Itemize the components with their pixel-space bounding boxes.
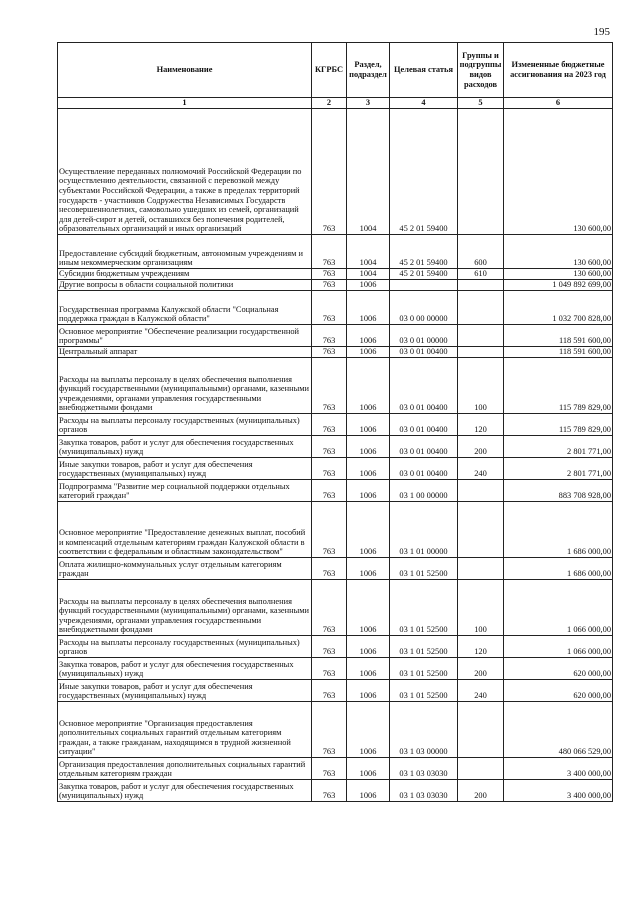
cell-amount: 118 591 600,00: [504, 325, 613, 347]
cell-name: Расходы на выплаты персоналу в целях обеспечения выполнения функций государственными (муниципальными) органами, казенными учреждениями, органами управления государственными внебюджетными фондами: [58, 358, 312, 414]
column-header-amount: Измененные бюджетные ассигнования на 2023 год: [504, 43, 613, 98]
cell-kgrbs: 763: [312, 414, 347, 436]
cell-target-article: 03 0 00 00000: [390, 291, 458, 325]
cell-name: Другие вопросы в области социальной политики: [58, 280, 312, 291]
cell-amount: 115 789 829,00: [504, 414, 613, 436]
column-number: 5: [458, 98, 504, 109]
cell-kgrbs: 763: [312, 558, 347, 580]
column-number: 3: [347, 98, 390, 109]
cell-expense-group: [458, 558, 504, 580]
cell-name: Основное мероприятие "Предоставление денежных выплат, пособий и компенсаций отдельным категориям граждан Калужской области в соответствии с федеральным и областным законодательством": [58, 502, 312, 558]
cell-section: 1006: [347, 658, 390, 680]
cell-amount: 620 000,00: [504, 658, 613, 680]
cell-expense-group: 240: [458, 680, 504, 702]
cell-kgrbs: 763: [312, 502, 347, 558]
table-row: [58, 280, 613, 291]
cell-kgrbs: 763: [312, 436, 347, 458]
cell-name: Предоставление субсидий бюджетным, автономным учреждениям и иным некоммерческим организациям: [58, 235, 312, 269]
page-number: 195: [593, 26, 610, 38]
cell-amount: 130 600,00: [504, 109, 613, 235]
cell-name: Расходы на выплаты персоналу государственных (муниципальных) органов: [58, 636, 312, 658]
cell-section: 1006: [347, 758, 390, 780]
cell-target-article: 45 2 01 59400: [390, 235, 458, 269]
table-row: [58, 680, 613, 702]
cell-section: 1006: [347, 358, 390, 414]
table-body: [58, 109, 613, 802]
table-row: [58, 436, 613, 458]
cell-amount: 1 686 000,00: [504, 558, 613, 580]
cell-section: 1006: [347, 580, 390, 636]
table-row: [58, 269, 613, 280]
cell-expense-group: 610: [458, 269, 504, 280]
cell-amount: 1 686 000,00: [504, 502, 613, 558]
cell-expense-group: 120: [458, 636, 504, 658]
cell-section: 1006: [347, 325, 390, 347]
cell-target-article: 03 0 01 00400: [390, 458, 458, 480]
cell-expense-group: 120: [458, 414, 504, 436]
cell-kgrbs: 763: [312, 680, 347, 702]
cell-section: 1006: [347, 280, 390, 291]
cell-name: Закупка товаров, работ и услуг для обеспечения государственных (муниципальных) нужд: [58, 658, 312, 680]
table-row: [58, 580, 613, 636]
cell-kgrbs: 763: [312, 347, 347, 358]
cell-amount: 480 066 529,00: [504, 702, 613, 758]
table-row: [58, 702, 613, 758]
column-number-row: [58, 98, 613, 109]
cell-kgrbs: 763: [312, 358, 347, 414]
table-header-row: [58, 43, 613, 98]
table-row: [58, 780, 613, 802]
cell-name: Иные закупки товаров, работ и услуг для обеспечения государственных (муниципальных) нужд: [58, 680, 312, 702]
cell-name: Закупка товаров, работ и услуг для обеспечения государственных (муниципальных) нужд: [58, 436, 312, 458]
cell-target-article: 03 1 01 00000: [390, 502, 458, 558]
cell-amount: 3 400 000,00: [504, 758, 613, 780]
cell-section: 1006: [347, 702, 390, 758]
cell-target-article: 03 0 01 00400: [390, 414, 458, 436]
cell-name: Оплата жилищно-коммунальных услуг отдельным категориям граждан: [58, 558, 312, 580]
cell-target-article: 03 1 03 03030: [390, 780, 458, 802]
cell-section: 1004: [347, 269, 390, 280]
cell-expense-group: 200: [458, 780, 504, 802]
cell-kgrbs: 763: [312, 109, 347, 235]
table-row: [58, 658, 613, 680]
cell-amount: 1 066 000,00: [504, 580, 613, 636]
cell-section: 1006: [347, 436, 390, 458]
cell-amount: 118 591 600,00: [504, 347, 613, 358]
table-row: [58, 458, 613, 480]
cell-amount: 130 600,00: [504, 269, 613, 280]
cell-expense-group: [458, 758, 504, 780]
table-row: [58, 636, 613, 658]
cell-name: Основное мероприятие "Обеспечение реализации государственной программы": [58, 325, 312, 347]
cell-amount: 3 400 000,00: [504, 780, 613, 802]
cell-section: 1006: [347, 291, 390, 325]
cell-expense-group: [458, 480, 504, 502]
cell-target-article: 03 0 01 00400: [390, 436, 458, 458]
cell-section: 1006: [347, 680, 390, 702]
cell-name: Центральный аппарат: [58, 347, 312, 358]
cell-target-article: 03 1 03 00000: [390, 702, 458, 758]
cell-kgrbs: 763: [312, 458, 347, 480]
cell-kgrbs: 763: [312, 269, 347, 280]
cell-target-article: 03 1 00 00000: [390, 480, 458, 502]
cell-name: Организация предоставления дополнительных социальных гарантий отдельным категориям граждан: [58, 758, 312, 780]
cell-section: 1004: [347, 235, 390, 269]
table-row: [58, 480, 613, 502]
cell-name: Иные закупки товаров, работ и услуг для обеспечения государственных (муниципальных) нужд: [58, 458, 312, 480]
cell-name: Субсидии бюджетным учреждениям: [58, 269, 312, 280]
cell-amount: 130 600,00: [504, 235, 613, 269]
table-row: [58, 291, 613, 325]
cell-expense-group: [458, 291, 504, 325]
table-row: [58, 758, 613, 780]
cell-expense-group: [458, 347, 504, 358]
cell-amount: 1 032 700 828,00: [504, 291, 613, 325]
cell-expense-group: [458, 702, 504, 758]
cell-target-article: 45 2 01 59400: [390, 269, 458, 280]
cell-kgrbs: 763: [312, 325, 347, 347]
cell-section: 1006: [347, 780, 390, 802]
table-row: [58, 358, 613, 414]
cell-name: Государственная программа Калужской области "Социальная поддержка граждан в Калужской области": [58, 291, 312, 325]
cell-target-article: 03 0 01 00400: [390, 347, 458, 358]
cell-name: Осуществление переданных полномочий Российской Федерации по осуществлению деятельности, связанной с перевозкой между субъектами Российской Федерации, а также в пределах территорий государств - участников Содружества Независимых Государств несовершеннолетних, самовольно ушедших из семей, организаций для детей-сирот и детей, оставшихся без попечения родителей, образовательных организаций и иных организаций: [58, 109, 312, 235]
cell-expense-group: [458, 109, 504, 235]
column-header-kgrbs: КГРБС: [312, 43, 347, 98]
cell-amount: 1 049 892 699,00: [504, 280, 613, 291]
cell-kgrbs: 763: [312, 658, 347, 680]
cell-amount: 1 066 000,00: [504, 636, 613, 658]
cell-target-article: 03 1 01 52500: [390, 680, 458, 702]
cell-name: Подпрограмма "Развитие мер социальной поддержки отдельных категорий граждан": [58, 480, 312, 502]
column-header-target-article: Целевая статья: [390, 43, 458, 98]
cell-amount: 883 708 928,00: [504, 480, 613, 502]
table-row: [58, 109, 613, 235]
cell-section: 1006: [347, 502, 390, 558]
cell-name: Закупка товаров, работ и услуг для обеспечения государственных (муниципальных) нужд: [58, 780, 312, 802]
cell-kgrbs: 763: [312, 480, 347, 502]
cell-target-article: 03 0 01 00000: [390, 325, 458, 347]
cell-section: 1006: [347, 458, 390, 480]
cell-name: Расходы на выплаты персоналу государственных (муниципальных) органов: [58, 414, 312, 436]
cell-expense-group: [458, 280, 504, 291]
cell-amount: 2 801 771,00: [504, 458, 613, 480]
column-number: 2: [312, 98, 347, 109]
cell-expense-group: 100: [458, 580, 504, 636]
cell-kgrbs: 763: [312, 291, 347, 325]
cell-target-article: 03 1 01 52500: [390, 658, 458, 680]
cell-target-article: 45 2 01 59400: [390, 109, 458, 235]
budget-table: [57, 42, 613, 802]
cell-target-article: 03 1 03 03030: [390, 758, 458, 780]
cell-target-article: 03 1 01 52500: [390, 580, 458, 636]
cell-target-article: 03 0 01 00400: [390, 358, 458, 414]
cell-expense-group: 200: [458, 436, 504, 458]
cell-expense-group: 240: [458, 458, 504, 480]
cell-section: 1006: [347, 636, 390, 658]
table-row: [58, 558, 613, 580]
column-number: 1: [58, 98, 312, 109]
cell-section: 1006: [347, 480, 390, 502]
cell-expense-group: [458, 502, 504, 558]
cell-expense-group: [458, 325, 504, 347]
cell-kgrbs: 763: [312, 235, 347, 269]
column-header-name: Наименование: [58, 43, 312, 98]
cell-kgrbs: 763: [312, 702, 347, 758]
table-row: [58, 235, 613, 269]
cell-kgrbs: 763: [312, 780, 347, 802]
cell-section: 1006: [347, 558, 390, 580]
cell-target-article: 03 1 01 52500: [390, 636, 458, 658]
cell-kgrbs: 763: [312, 758, 347, 780]
cell-amount: 2 801 771,00: [504, 436, 613, 458]
cell-section: 1004: [347, 109, 390, 235]
table-row: [58, 502, 613, 558]
table-row: [58, 347, 613, 358]
column-header-expense-group: Группы и подгруппы видов расходов: [458, 43, 504, 98]
cell-amount: 115 789 829,00: [504, 358, 613, 414]
column-number: 4: [390, 98, 458, 109]
cell-target-article: 03 1 01 52500: [390, 558, 458, 580]
table-row: [58, 414, 613, 436]
cell-kgrbs: 763: [312, 636, 347, 658]
column-number: 6: [504, 98, 613, 109]
cell-name: Расходы на выплаты персоналу в целях обеспечения выполнения функций государственными (муниципальными) органами, казенными учреждениями, органами управления государственными внебюджетными фондами: [58, 580, 312, 636]
cell-expense-group: 100: [458, 358, 504, 414]
cell-section: 1006: [347, 414, 390, 436]
cell-name: Основное мероприятие "Организация предоставления дополнительных социальных гарантий отдельным категориям граждан, а также гражданам, находящимся в трудной жизненной ситуации": [58, 702, 312, 758]
cell-kgrbs: 763: [312, 580, 347, 636]
cell-section: 1006: [347, 347, 390, 358]
column-header-section: Раздел, подраздел: [347, 43, 390, 98]
cell-amount: 620 000,00: [504, 680, 613, 702]
table-row: [58, 325, 613, 347]
cell-expense-group: 600: [458, 235, 504, 269]
cell-expense-group: 200: [458, 658, 504, 680]
cell-target-article: [390, 280, 458, 291]
cell-kgrbs: 763: [312, 280, 347, 291]
